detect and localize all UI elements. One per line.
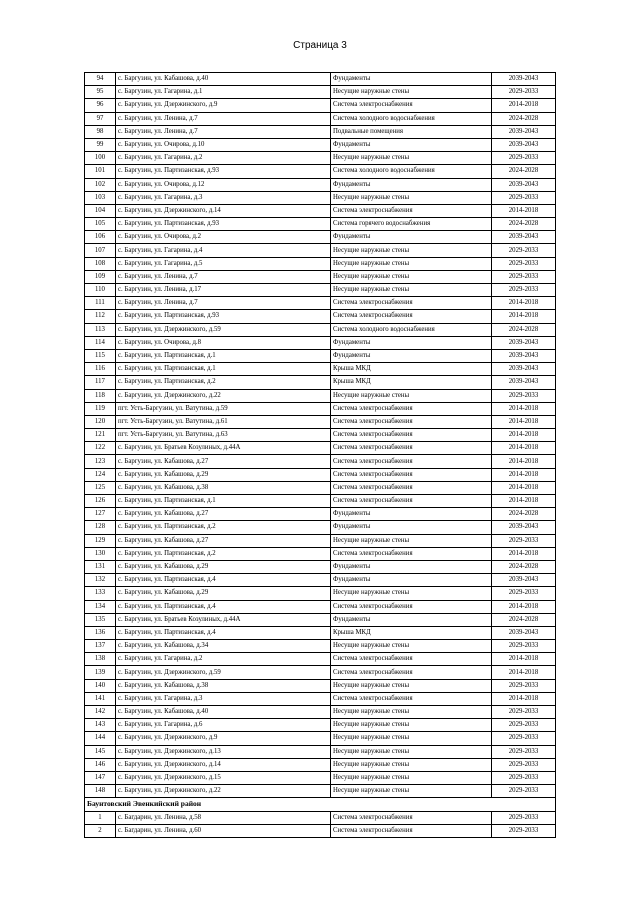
period-cell: 2039-2043 [492, 376, 556, 389]
row-number-cell: 115 [85, 349, 116, 362]
system-cell: Несущие наружные стены [331, 640, 492, 653]
table-row [85, 574, 556, 587]
row-number-cell: 102 [85, 178, 116, 191]
row-number-cell: 143 [85, 719, 116, 732]
table-row [85, 310, 556, 323]
period-cell: 2029-2033 [492, 587, 556, 600]
table-row [85, 626, 556, 639]
table-row [85, 508, 556, 521]
row-number-cell: 145 [85, 745, 116, 758]
address-cell: с. Баргузин, ул. Гагарина, д.6 [116, 719, 331, 732]
table-row [85, 745, 556, 758]
address-cell: с. Баргузин, ул. Ленина, д.7 [116, 125, 331, 138]
system-cell: Система электроснабжения [331, 429, 492, 442]
address-cell: с. Баргузин, ул. Кабашова, д.29 [116, 468, 331, 481]
address-cell: с. Баргузин, ул. Партизанская, д.4 [116, 600, 331, 613]
row-number-cell: 117 [85, 376, 116, 389]
system-cell: Система горячего водоснабжения [331, 218, 492, 231]
period-cell: 2029-2033 [492, 771, 556, 784]
system-cell: Несущие наружные стены [331, 257, 492, 270]
table-row [85, 560, 556, 573]
period-cell: 2014-2018 [492, 297, 556, 310]
row-number-cell: 97 [85, 112, 116, 125]
row-number-cell: 134 [85, 600, 116, 613]
address-cell: с. Баргузин, ул. Дзержинского, д.13 [116, 745, 331, 758]
table-row [85, 521, 556, 534]
period-cell: 2024-2028 [492, 218, 556, 231]
row-number-cell: 98 [85, 125, 116, 138]
system-cell: Несущие наружные стены [331, 745, 492, 758]
row-number-cell: 138 [85, 653, 116, 666]
table-row [85, 165, 556, 178]
table-row [85, 86, 556, 99]
row-number-cell: 119 [85, 402, 116, 415]
address-cell: с. Баргузин, ул. Кабашова, д.29 [116, 587, 331, 600]
period-cell: 2014-2018 [492, 204, 556, 217]
address-cell: с. Баргузин, ул. Партизанская, д.4 [116, 626, 331, 639]
address-cell: с. Баргузин, ул. Дзержинского, д.9 [116, 99, 331, 112]
address-cell: с. Баргузин, ул. Братьев Козулиных, д.44А [116, 442, 331, 455]
row-number-cell: 127 [85, 508, 116, 521]
system-cell: Несущие наружные стены [331, 284, 492, 297]
system-cell: Система электроснабжения [331, 666, 492, 679]
row-number-cell: 105 [85, 218, 116, 231]
system-cell: Несущие наружные стены [331, 191, 492, 204]
period-cell: 2039-2043 [492, 231, 556, 244]
row-number-cell: 137 [85, 640, 116, 653]
table-row [85, 152, 556, 165]
address-cell: с. Баргузин, ул. Кабашова, д.29 [116, 560, 331, 573]
address-cell: с. Баргузин, ул. Партизанская, д.93 [116, 165, 331, 178]
period-cell: 2014-2018 [492, 429, 556, 442]
address-cell: пгт. Усть-Баргузин, ул. Ватутина, д.63 [116, 429, 331, 442]
system-cell: Несущие наружные стены [331, 758, 492, 771]
row-number-cell: 1 [85, 811, 116, 824]
system-cell: Система холодного водоснабжения [331, 112, 492, 125]
row-number-cell: 109 [85, 270, 116, 283]
period-cell: 2029-2033 [492, 785, 556, 798]
row-number-cell: 124 [85, 468, 116, 481]
period-cell: 2039-2043 [492, 138, 556, 151]
address-cell: с. Баргузин, ул. Очирова, д.12 [116, 178, 331, 191]
system-cell: Несущие наружные стены [331, 679, 492, 692]
row-number-cell: 2 [85, 824, 116, 837]
system-cell: Система холодного водоснабжения [331, 165, 492, 178]
row-number-cell: 125 [85, 481, 116, 494]
period-cell: 2029-2033 [492, 389, 556, 402]
address-cell: с. Баргузин, ул. Партизанская, д.93 [116, 310, 331, 323]
row-number-cell: 112 [85, 310, 116, 323]
table-row [85, 415, 556, 428]
table-row [85, 679, 556, 692]
row-number-cell: 144 [85, 732, 116, 745]
table-row [85, 429, 556, 442]
period-cell: 2029-2033 [492, 257, 556, 270]
table-row [85, 442, 556, 455]
system-cell: Фундаменты [331, 508, 492, 521]
period-cell: 2014-2018 [492, 495, 556, 508]
row-number-cell: 108 [85, 257, 116, 270]
period-cell: 2029-2033 [492, 732, 556, 745]
row-number-cell: 141 [85, 692, 116, 705]
system-cell: Несущие наружные стены [331, 534, 492, 547]
system-cell: Система электроснабжения [331, 481, 492, 494]
table-body [85, 73, 556, 838]
period-cell: 2039-2043 [492, 178, 556, 191]
system-cell: Несущие наружные стены [331, 244, 492, 257]
period-cell: 2014-2018 [492, 666, 556, 679]
address-cell: с. Баргузин, ул. Гагарина, д.2 [116, 653, 331, 666]
section-header-row [85, 798, 556, 811]
period-cell: 2024-2028 [492, 112, 556, 125]
row-number-cell: 129 [85, 534, 116, 547]
address-cell: с. Баргузин, ул. Очирова, д.2 [116, 231, 331, 244]
table-row [85, 719, 556, 732]
table-row [85, 363, 556, 376]
address-cell: с. Баргузин, ул. Кабашова, д.27 [116, 508, 331, 521]
period-cell: 2024-2028 [492, 613, 556, 626]
row-number-cell: 122 [85, 442, 116, 455]
page-title: Страница 3 [293, 40, 347, 51]
address-cell: с. Баргузин, ул. Очирова, д.8 [116, 336, 331, 349]
system-cell: Фундаменты [331, 138, 492, 151]
row-number-cell: 128 [85, 521, 116, 534]
system-cell: Система электроснабжения [331, 811, 492, 824]
system-cell: Крыша МКД [331, 626, 492, 639]
period-cell: 2039-2043 [492, 336, 556, 349]
table-row [85, 706, 556, 719]
row-number-cell: 110 [85, 284, 116, 297]
period-cell: 2029-2033 [492, 534, 556, 547]
address-cell: пгт. Усть-Баргузин, ул. Ватутина, д.59 [116, 402, 331, 415]
table-row [85, 125, 556, 138]
period-cell: 2039-2043 [492, 626, 556, 639]
system-cell: Система холодного водоснабжения [331, 323, 492, 336]
table-row [85, 771, 556, 784]
table-row [85, 402, 556, 415]
row-number-cell: 131 [85, 560, 116, 573]
period-cell: 2029-2033 [492, 640, 556, 653]
row-number-cell: 94 [85, 73, 116, 86]
table-row [85, 336, 556, 349]
row-number-cell: 148 [85, 785, 116, 798]
period-cell: 2029-2033 [492, 706, 556, 719]
table-row [85, 99, 556, 112]
row-number-cell: 126 [85, 495, 116, 508]
table-row [85, 191, 556, 204]
period-cell: 2039-2043 [492, 125, 556, 138]
system-cell: Система электроснабжения [331, 442, 492, 455]
table-row [85, 73, 556, 86]
period-cell: 2014-2018 [492, 547, 556, 560]
section-title: Баунтовский Эвенкийский район [85, 798, 556, 811]
address-cell: с. Баргузин, ул. Ленина, д.7 [116, 270, 331, 283]
period-cell: 2039-2043 [492, 73, 556, 86]
table-row [85, 138, 556, 151]
system-cell: Фундаменты [331, 521, 492, 534]
row-number-cell: 123 [85, 455, 116, 468]
address-cell: с. Баргузин, ул. Кабашова, д.27 [116, 455, 331, 468]
system-cell: Система электроснабжения [331, 547, 492, 560]
address-cell: с. Баргузин, ул. Очирова, д.10 [116, 138, 331, 151]
row-number-cell: 140 [85, 679, 116, 692]
system-cell: Фундаменты [331, 231, 492, 244]
address-cell: с. Баргузин, ул. Дзержинского, д.15 [116, 771, 331, 784]
system-cell: Несущие наружные стены [331, 785, 492, 798]
row-number-cell: 142 [85, 706, 116, 719]
table-row [85, 613, 556, 626]
system-cell: Несущие наружные стены [331, 706, 492, 719]
row-number-cell: 147 [85, 771, 116, 784]
system-cell: Крыша МКД [331, 363, 492, 376]
system-cell: Система электроснабжения [331, 99, 492, 112]
address-cell: с. Баргузин, ул. Партизанская, д.1 [116, 349, 331, 362]
system-cell: Система электроснабжения [331, 653, 492, 666]
table-row [85, 468, 556, 481]
row-number-cell: 104 [85, 204, 116, 217]
address-cell: с. Баргузин, ул. Ленина, д.7 [116, 297, 331, 310]
address-cell: с. Баргузин, ул. Братьев Козулиных, д.44А [116, 613, 331, 626]
table-row [85, 811, 556, 824]
system-cell: Система электроснабжения [331, 824, 492, 837]
period-cell: 2029-2033 [492, 758, 556, 771]
system-cell: Система электроснабжения [331, 692, 492, 705]
system-cell: Фундаменты [331, 178, 492, 191]
address-cell: с. Баргузин, ул. Ленина, д.17 [116, 284, 331, 297]
period-cell: 2014-2018 [492, 442, 556, 455]
system-cell: Система электроснабжения [331, 468, 492, 481]
row-number-cell: 103 [85, 191, 116, 204]
address-cell: с. Баргузин, ул. Дзержинского, д.59 [116, 323, 331, 336]
address-cell: с. Баргузин, ул. Кабашова, д.34 [116, 640, 331, 653]
table-row [85, 758, 556, 771]
table-row [85, 455, 556, 468]
row-number-cell: 118 [85, 389, 116, 402]
address-cell: с. Баргузин, ул. Партизанская, д.2 [116, 376, 331, 389]
row-number-cell: 96 [85, 99, 116, 112]
address-cell: с. Баргузин, ул. Гагарина, д.2 [116, 152, 331, 165]
system-cell: Система электроснабжения [331, 600, 492, 613]
period-cell: 2029-2033 [492, 745, 556, 758]
address-cell: с. Баргузин, ул. Дзержинского, д.14 [116, 758, 331, 771]
address-cell: с. Баргузин, ул. Гагарина, д.5 [116, 257, 331, 270]
row-number-cell: 136 [85, 626, 116, 639]
period-cell: 2014-2018 [492, 455, 556, 468]
period-cell: 2039-2043 [492, 521, 556, 534]
table-row [85, 600, 556, 613]
address-cell: с. Баргузин, ул. Гагарина, д.3 [116, 692, 331, 705]
address-cell: с. Баргузин, ул. Гагарина, д.3 [116, 191, 331, 204]
period-cell: 2014-2018 [492, 468, 556, 481]
system-cell: Система электроснабжения [331, 415, 492, 428]
row-number-cell: 107 [85, 244, 116, 257]
address-cell: с. Багдарин, ул. Ленина, д.58 [116, 811, 331, 824]
period-cell: 2024-2028 [492, 323, 556, 336]
table-row [85, 732, 556, 745]
row-number-cell: 100 [85, 152, 116, 165]
system-cell: Несущие наружные стены [331, 152, 492, 165]
address-cell: с. Баргузин, ул. Партизанская, д.2 [116, 521, 331, 534]
system-cell: Крыша МКД [331, 376, 492, 389]
system-cell: Фундаменты [331, 574, 492, 587]
row-number-cell: 114 [85, 336, 116, 349]
table-row [85, 495, 556, 508]
table-row [85, 640, 556, 653]
row-number-cell: 95 [85, 86, 116, 99]
table-row [85, 257, 556, 270]
period-cell: 2039-2043 [492, 574, 556, 587]
table-row [85, 666, 556, 679]
period-cell: 2029-2033 [492, 152, 556, 165]
table-row [85, 218, 556, 231]
period-cell: 2014-2018 [492, 653, 556, 666]
address-cell: с. Баргузин, ул. Дзержинского, д.59 [116, 666, 331, 679]
row-number-cell: 101 [85, 165, 116, 178]
period-cell: 2029-2033 [492, 679, 556, 692]
table-row [85, 231, 556, 244]
system-cell: Несущие наружные стены [331, 719, 492, 732]
table-row [85, 297, 556, 310]
system-cell: Система электроснабжения [331, 297, 492, 310]
period-cell: 2029-2033 [492, 719, 556, 732]
period-cell: 2014-2018 [492, 310, 556, 323]
row-number-cell: 121 [85, 429, 116, 442]
period-cell: 2024-2028 [492, 508, 556, 521]
address-cell: с. Баргузин, ул. Партизанская, д.93 [116, 218, 331, 231]
system-cell: Система электроснабжения [331, 495, 492, 508]
address-cell: с. Баргузин, ул. Ленина, д.7 [116, 112, 331, 125]
address-cell: с. Багдарин, ул. Ленина, д.60 [116, 824, 331, 837]
system-cell: Несущие наружные стены [331, 389, 492, 402]
system-cell: Подвальные помещения [331, 125, 492, 138]
address-cell: с. Баргузин, ул. Партизанская, д.1 [116, 363, 331, 376]
address-cell: с. Баргузин, ул. Кабашова, д.38 [116, 679, 331, 692]
period-cell: 2014-2018 [492, 402, 556, 415]
period-cell: 2024-2028 [492, 560, 556, 573]
table-row [85, 692, 556, 705]
period-cell: 2024-2028 [492, 165, 556, 178]
address-cell: с. Баргузин, ул. Кабашова, д.40 [116, 706, 331, 719]
system-cell: Система электроснабжения [331, 310, 492, 323]
address-cell: с. Баргузин, ул. Партизанская, д.1 [116, 495, 331, 508]
address-cell: с. Баргузин, ул. Кабашова, д.40 [116, 73, 331, 86]
table-row [85, 824, 556, 837]
table-row [85, 349, 556, 362]
address-cell: с. Баргузин, ул. Гагарина, д.4 [116, 244, 331, 257]
address-cell: с. Баргузин, ул. Дзержинского, д.9 [116, 732, 331, 745]
period-cell: 2014-2018 [492, 600, 556, 613]
table-row [85, 284, 556, 297]
system-cell: Фундаменты [331, 73, 492, 86]
system-cell: Система электроснабжения [331, 455, 492, 468]
system-cell: Фундаменты [331, 560, 492, 573]
row-number-cell: 135 [85, 613, 116, 626]
period-cell: 2014-2018 [492, 692, 556, 705]
repair-schedule-table [84, 72, 556, 838]
address-cell: с. Баргузин, ул. Гагарина, д.1 [116, 86, 331, 99]
system-cell: Несущие наружные стены [331, 587, 492, 600]
table-row [85, 204, 556, 217]
address-cell: с. Баргузин, ул. Кабашова, д.38 [116, 481, 331, 494]
row-number-cell: 106 [85, 231, 116, 244]
row-number-cell: 130 [85, 547, 116, 560]
address-cell: с. Баргузин, ул. Дзержинского, д.22 [116, 785, 331, 798]
row-number-cell: 133 [85, 587, 116, 600]
table-row [85, 534, 556, 547]
row-number-cell: 116 [85, 363, 116, 376]
system-cell: Несущие наружные стены [331, 86, 492, 99]
system-cell: Фундаменты [331, 336, 492, 349]
row-number-cell: 113 [85, 323, 116, 336]
table-row [85, 587, 556, 600]
table-row [85, 244, 556, 257]
table-row [85, 547, 556, 560]
address-cell: пгт. Усть-Баргузин, ул. Ватутина, д.61 [116, 415, 331, 428]
system-cell: Фундаменты [331, 349, 492, 362]
period-cell: 2014-2018 [492, 415, 556, 428]
system-cell: Несущие наружные стены [331, 270, 492, 283]
system-cell: Система электроснабжения [331, 204, 492, 217]
system-cell: Несущие наружные стены [331, 771, 492, 784]
period-cell: 2029-2033 [492, 824, 556, 837]
period-cell: 2029-2033 [492, 244, 556, 257]
table-row [85, 178, 556, 191]
table-row [85, 376, 556, 389]
period-cell: 2039-2043 [492, 363, 556, 376]
period-cell: 2029-2033 [492, 86, 556, 99]
table-row [85, 270, 556, 283]
period-cell: 2029-2033 [492, 270, 556, 283]
row-number-cell: 139 [85, 666, 116, 679]
address-cell: с. Баргузин, ул. Партизанская, д.4 [116, 574, 331, 587]
table-row [85, 481, 556, 494]
table-row [85, 112, 556, 125]
period-cell: 2014-2018 [492, 99, 556, 112]
system-cell: Фундаменты [331, 613, 492, 626]
address-cell: с. Баргузин, ул. Дзержинского, д.22 [116, 389, 331, 402]
system-cell: Система электроснабжения [331, 402, 492, 415]
row-number-cell: 132 [85, 574, 116, 587]
address-cell: с. Баргузин, ул. Кабашова, д.27 [116, 534, 331, 547]
period-cell: 2039-2043 [492, 349, 556, 362]
period-cell: 2029-2033 [492, 284, 556, 297]
period-cell: 2029-2033 [492, 191, 556, 204]
table-row [85, 323, 556, 336]
period-cell: 2029-2033 [492, 811, 556, 824]
row-number-cell: 120 [85, 415, 116, 428]
row-number-cell: 146 [85, 758, 116, 771]
row-number-cell: 99 [85, 138, 116, 151]
address-cell: с. Баргузин, ул. Партизанская, д.2 [116, 547, 331, 560]
row-number-cell: 111 [85, 297, 116, 310]
system-cell: Несущие наружные стены [331, 732, 492, 745]
period-cell: 2014-2018 [492, 481, 556, 494]
address-cell: с. Баргузин, ул. Дзержинского, д.14 [116, 204, 331, 217]
table-row [85, 785, 556, 798]
table-row [85, 389, 556, 402]
table-row [85, 653, 556, 666]
